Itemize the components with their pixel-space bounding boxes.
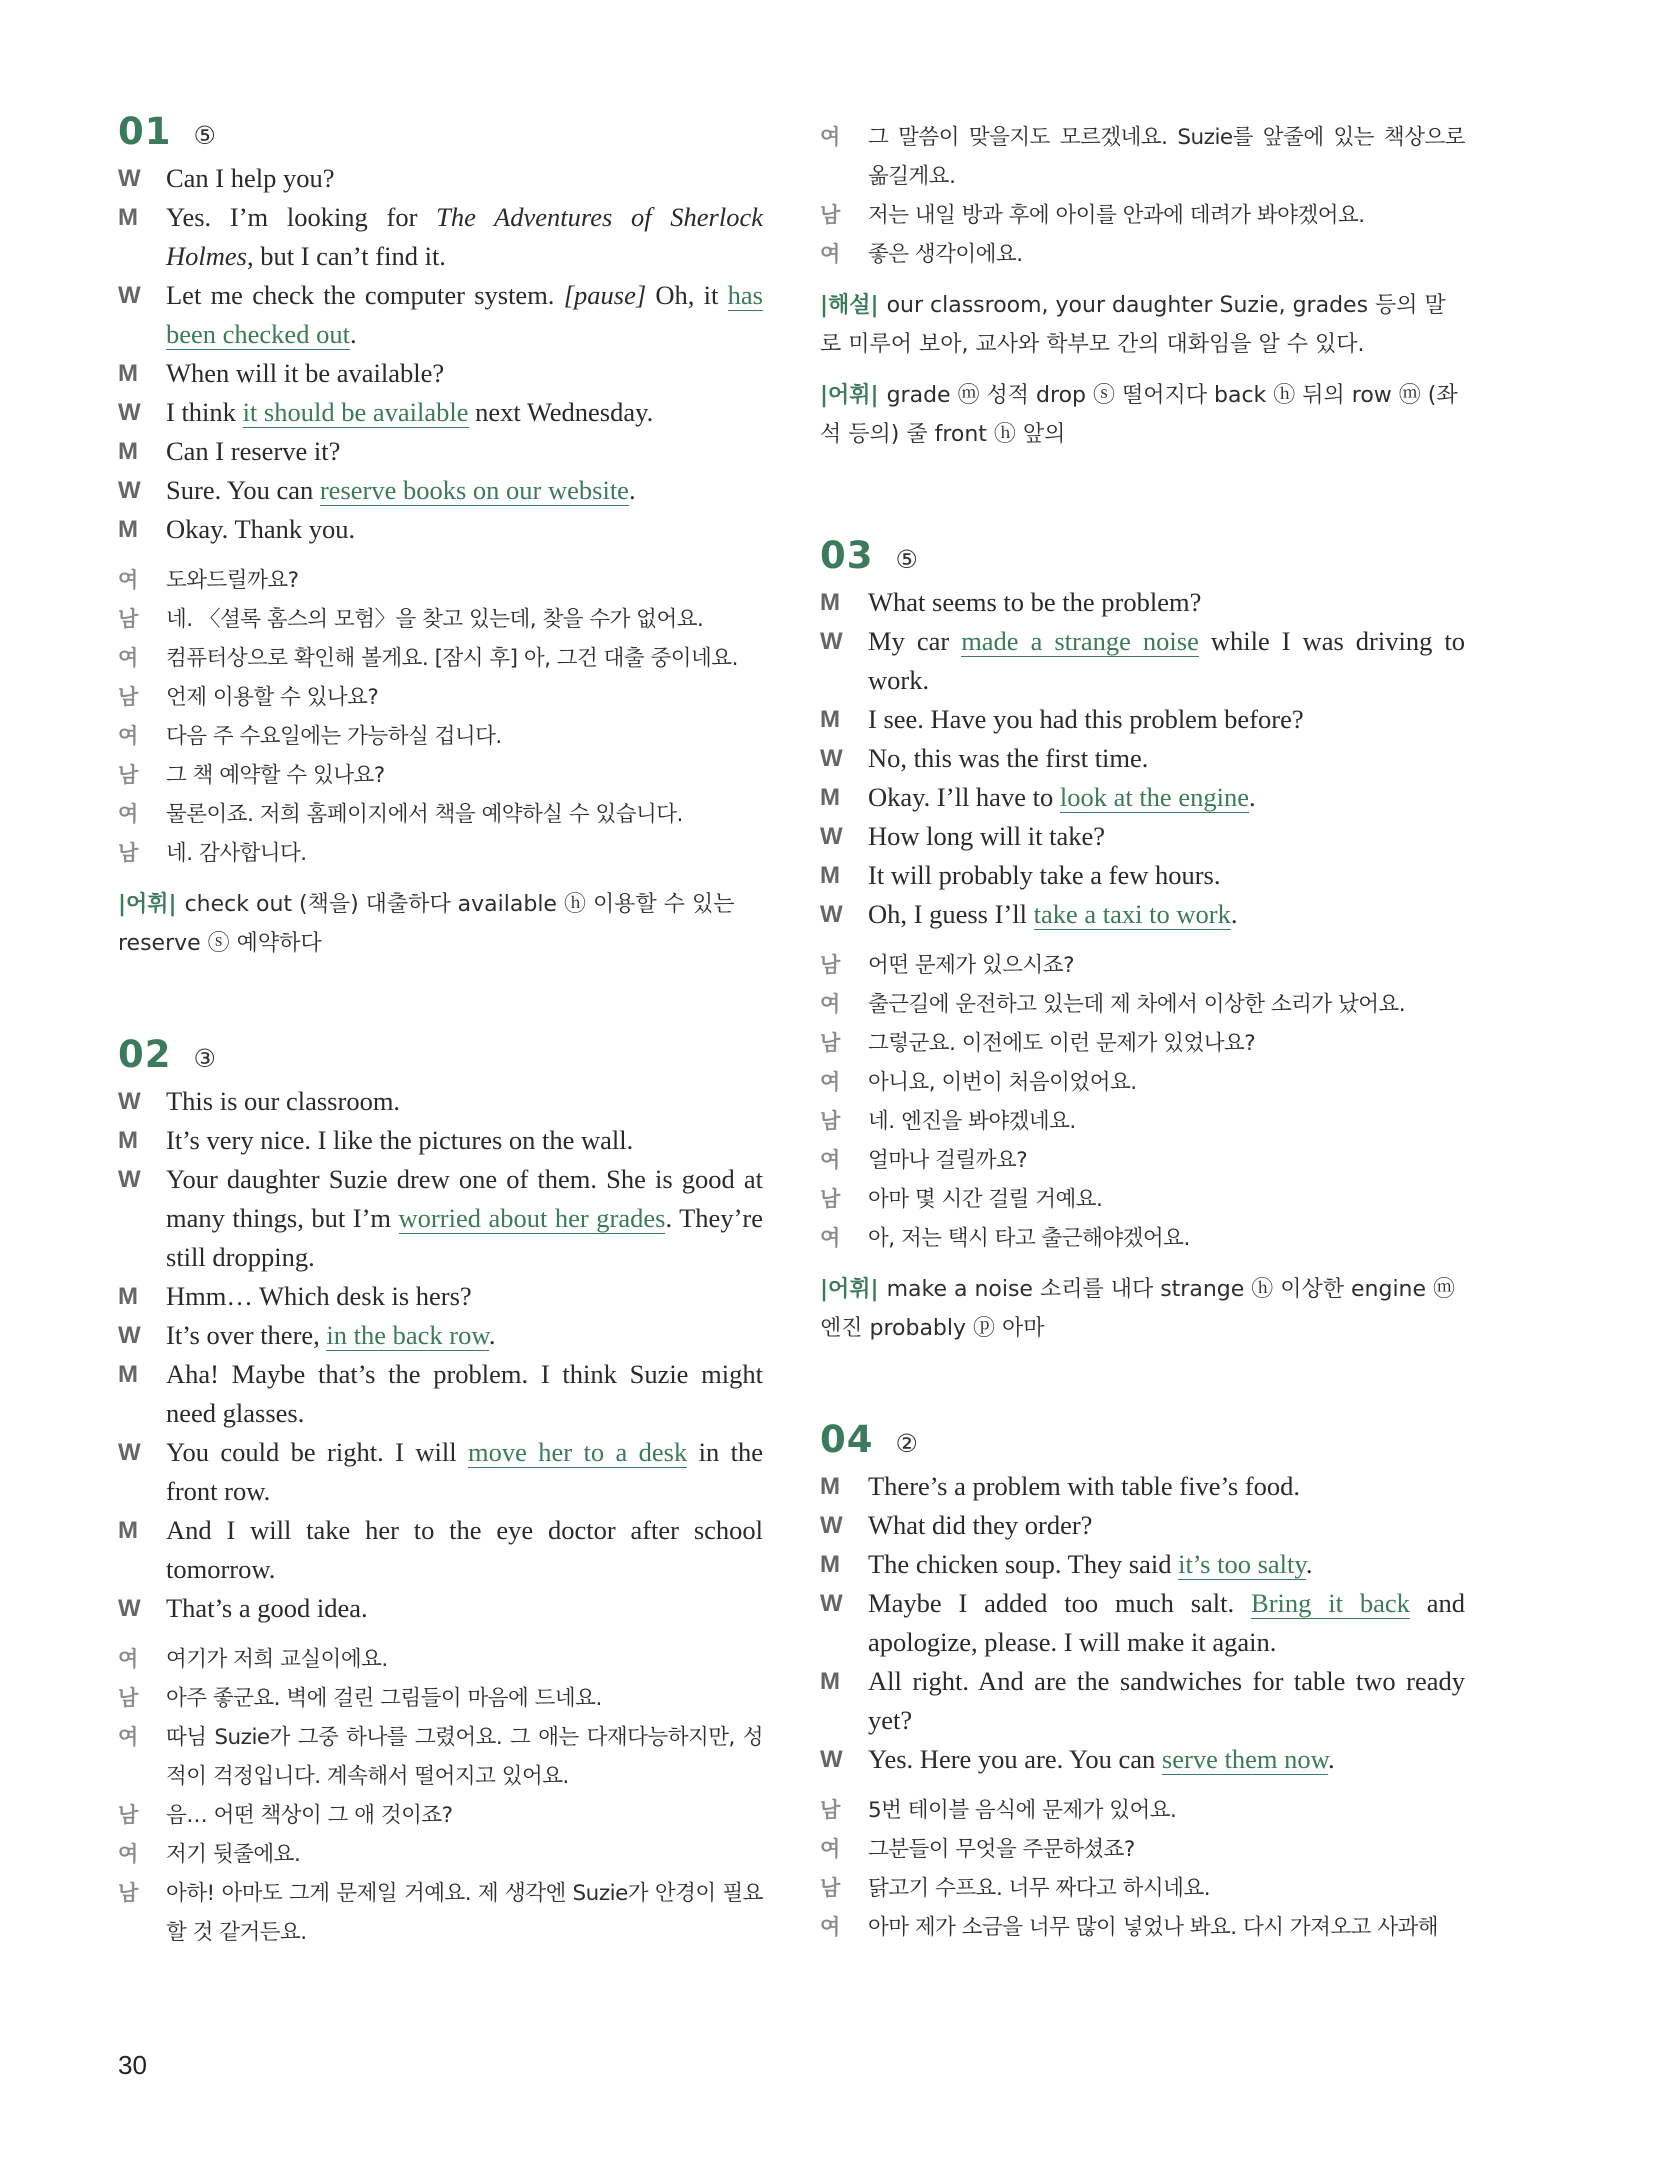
text-run: What did they order? [868,1510,1093,1540]
dialogue-line [820,856,1465,895]
translation-line [118,1835,763,1874]
note-label: |어휘| [118,892,177,917]
answer-phrase: take a taxi to work [1033,899,1231,929]
dialogue-line [820,1506,1465,1545]
note-label: |어휘| [820,1277,879,1302]
dialogue-line [118,276,763,354]
translation-text: 다음 주 수요일에는 가능하실 겁니다. [166,724,502,749]
translation-line [118,1796,763,1835]
text-run: What seems to be the problem? [868,587,1202,617]
translation-line [820,1024,1465,1063]
dialogue-line [118,198,763,276]
speaker-label: M [820,1668,840,1695]
question-section [118,1033,763,1952]
dialogue-text [166,510,763,549]
translation-text: 아니요, 이번이 처음이었어요. [868,1070,1137,1095]
dialogue-line [118,1316,763,1355]
answer-phrase: it should be available [242,397,469,427]
question-section [118,110,763,963]
speaker-label: 남 [118,841,138,865]
text-run: Okay. Thank you. [166,514,356,544]
speaker-label: W [118,1439,141,1466]
vocab-note [820,1270,1465,1348]
translation-text: 네. 엔진을 봐야겠네요. [868,1109,1076,1134]
text-run: That’s a good idea. [166,1593,368,1623]
text-run: Can I help you? [166,163,335,193]
answer-phrase: move her to a desk [467,1437,688,1467]
speaker-label: 남 [118,1803,138,1827]
translation-text: 얼마나 걸릴까요? [868,1148,1028,1173]
dialogue-text [868,1545,1465,1584]
translation-line [820,118,1465,196]
translation-text: 아마 몇 시간 걸릴 거예요. [868,1187,1103,1212]
text-run: This is our classroom. [166,1086,401,1116]
dialogue-text [166,1121,763,1160]
question-number: 02 [118,1033,172,1076]
speaker-label: M [118,360,138,387]
text-run: The Adventures of Sherlock Holmes [166,202,763,271]
text-run: Oh, I guess I’ll [868,899,1034,929]
speaker-label: M [820,1551,840,1578]
answer-phrase: serve them now [1161,1744,1328,1774]
translation-text: 물론이죠. 저희 홈페이지에서 책을 예약하실 수 있습니다. [166,802,683,827]
answer-phrase: made a strange noise [961,626,1199,656]
question-number: 03 [820,534,874,577]
dialogue-line [118,354,763,393]
speaker-label: W [820,628,843,655]
text-run: There’s a problem with table five’s food. [868,1471,1300,1501]
speaker-label: 남 [118,685,138,709]
page-number: 30 [118,2050,147,2080]
speaker-label: 여 [118,646,138,670]
dialogue-text [166,1589,763,1628]
speaker-label: 남 [118,1686,138,1710]
question-number: 01 [118,110,172,153]
dialogue-line [820,739,1465,778]
text-run: You could be right. I will [166,1437,468,1467]
speaker-label: M [820,706,840,733]
vocab-note [820,286,1465,364]
speaker-label: W [118,477,141,504]
translation-text: 저기 뒷줄에요. [166,1842,301,1867]
text-run: And I will take her to the eye doctor after school tomorrow. [166,1515,763,1584]
speaker-label: M [118,1517,138,1544]
text-run: next Wednesday. [468,397,654,427]
speaker-label: W [820,745,843,772]
text-run: I think [166,397,243,427]
right-column [820,118,1465,2017]
dialogue-text [868,1506,1465,1545]
dialogue-text [868,895,1465,934]
text-run: It’s very nice. I like the pictures on the wall. [166,1125,634,1155]
dialogue-text [868,700,1465,739]
translation-line [118,1679,763,1718]
translation-line [820,1102,1465,1141]
translation-block [118,561,763,873]
translation-line [118,678,763,717]
speaker-label: M [118,516,138,543]
dialogue-line [820,1467,1465,1506]
text-run: , but I can’t find it. [246,241,446,271]
note-text: check out (책을) 대출하다 available ⓗ 이용할 수 있는 reserve ⓢ 예약하다 [118,892,735,956]
translation-line [118,1640,763,1679]
section-header [118,110,763,153]
translation-line [820,1869,1465,1908]
dialogue-line [820,817,1465,856]
note-label: |어휘| [820,383,879,408]
dialogue-text [166,1277,763,1316]
dialogue-line [820,583,1465,622]
dialogue-line [118,1589,763,1628]
dialogue-line [820,1545,1465,1584]
translation-text: 음… 어떤 책상이 그 애 것이죠? [166,1803,453,1828]
continuation-block [820,118,1465,454]
question-section [820,1418,1465,1947]
dialogue-text [868,1662,1465,1740]
speaker-label: W [820,1590,843,1617]
section-header [820,534,1465,577]
translation-text: 어떤 문제가 있으시죠? [868,953,1075,978]
text-run: All right. And are the sandwiches for table two ready yet? [868,1666,1465,1735]
answer-choice: ⑤ [193,121,216,150]
dialogue-text [868,778,1465,817]
dialogue-line [118,510,763,549]
translation-line [118,639,763,678]
dialogue-text [166,393,763,432]
section-header [118,1033,763,1076]
translation-text: 아마 제가 소금을 너무 많이 넣었나 봐요. 다시 가져오고 사과해 [868,1915,1439,1940]
text-run: Hmm… Which desk is hers? [166,1281,472,1311]
translation-continuation [820,118,1465,274]
speaker-label: 여 [820,1915,840,1939]
dialogue-line [118,1160,763,1277]
speaker-label: W [118,1322,141,1349]
translation-text: 저는 내일 방과 후에 아이를 안과에 데려가 봐야겠어요. [868,203,1365,228]
translation-block [820,946,1465,1258]
dialogue-text [166,159,763,198]
text-run: . [1230,899,1238,929]
text-run: Yes. Here you are. You can [868,1744,1162,1774]
dialogue-line [820,700,1465,739]
translation-text: 여기가 저희 교실이에요. [166,1647,388,1672]
translation-line [820,235,1465,274]
dialogue-text [166,1433,763,1511]
text-run: It’s over there, [166,1320,327,1350]
translation-line [820,1219,1465,1258]
speaker-label: M [820,589,840,616]
speaker-label: W [820,1746,843,1773]
speaker-label: W [118,399,141,426]
speaker-label: W [118,1088,141,1115]
dialogue-text [868,817,1465,856]
speaker-label: M [820,784,840,811]
text-run: It will probably take a few hours. [868,860,1221,890]
translation-text: 5번 테이블 음식에 문제가 있어요. [868,1798,1177,1823]
translation-text: 아주 좋군요. 벽에 걸린 그림들이 마음에 드네요. [166,1686,602,1711]
answer-choice: ② [895,1429,918,1458]
dialogue-text [166,1511,763,1589]
dialogue-line [118,393,763,432]
translation-line [118,561,763,600]
dialogue-line [820,1662,1465,1740]
translation-text: 네. 감사합니다. [166,841,307,866]
dialogue-text [166,354,763,393]
dialogue-text [166,1316,763,1355]
translation-text: 네. 〈셜록 홈스의 모험〉을 찾고 있는데, 찾을 수가 없어요. [166,607,704,632]
dialogue-text [166,432,763,471]
answer-choice: ⑤ [895,545,918,574]
answer-phrase: look at the engine [1059,782,1249,812]
translation-line [118,795,763,834]
text-run: Can I reserve it? [166,436,341,466]
speaker-label: W [820,823,843,850]
dialogue-text [868,856,1465,895]
translation-line [820,1830,1465,1869]
speaker-label: 남 [820,1798,840,1822]
speaker-label: 여 [118,568,138,592]
speaker-label: 여 [820,125,840,149]
dialogue-line [118,159,763,198]
dialogue-text [166,1355,763,1433]
text-run: Sure. You can [166,475,320,505]
speaker-label: W [820,901,843,928]
speaker-label: 남 [118,1881,138,1905]
answer-choice: ③ [193,1044,216,1073]
text-run: . [628,475,636,505]
translation-text: 출근길에 운전하고 있는데 제 차에서 이상한 소리가 났어요. [868,992,1406,1017]
translation-text: 언제 이용할 수 있나요? [166,685,379,710]
text-run: . [1248,782,1256,812]
translation-text: 그분들이 무엇을 주문하셨죠? [868,1837,1135,1862]
translation-text: 컴퓨터상으로 확인해 볼게요. [잠시 후] 아, 그건 대출 중이네요. [166,646,738,671]
question-number: 04 [820,1418,874,1461]
speaker-label: 여 [118,1725,138,1749]
dialogue-line [118,471,763,510]
text-run: . [349,319,357,349]
translation-line [820,946,1465,985]
note-text: grade ⓜ 성적 drop ⓢ 떨어지다 back ⓗ 뒤의 row ⓜ (좌석 등의) 줄 front ⓗ 앞의 [820,383,1458,447]
dialogue-line [820,778,1465,817]
speaker-label: 남 [118,607,138,631]
text-run: The chicken soup. They said [868,1549,1179,1579]
text-run: When will it be available? [166,358,445,388]
dialogue-line [118,1277,763,1316]
translation-text: 아, 저는 택시 타고 출근해야겠어요. [868,1226,1190,1251]
speaker-label: 여 [820,1837,840,1861]
translation-text: 도와드릴까요? [166,568,299,593]
dialogue-line [820,622,1465,700]
speaker-label: 여 [820,1148,840,1172]
translation-line [118,717,763,756]
dialogue-line [820,1584,1465,1662]
text-run: . [1328,1744,1335,1774]
dialogue-text [868,1467,1465,1506]
translation-line [118,1874,763,1952]
dialogue-text [166,1082,763,1121]
dialogue-text [166,276,763,354]
speaker-label: 남 [820,1876,840,1900]
text-run: while I was driving to work. [868,626,1465,695]
translation-line [118,600,763,639]
answer-phrase: in the back row [326,1320,489,1350]
text-run: and apologize, please. I will make it again. [868,1588,1465,1657]
translation-line [820,196,1465,235]
left-column [118,110,763,2022]
translation-text: 그 말씀이 맞을지도 모르겠네요. Suzie를 앞줄에 있는 책상으로 옮길게요. [868,125,1465,189]
answer-phrase: has been checked out [166,280,763,349]
answer-phrase: reserve books on our website [319,475,629,505]
dialogue-line [118,1082,763,1121]
text-run: Okay. I’ll have to [868,782,1060,812]
speaker-label: 여 [820,1070,840,1094]
dialogue-line [118,432,763,471]
translation-line [118,756,763,795]
speaker-label: M [118,1361,138,1388]
vocab-note [820,376,1465,454]
question-section [820,534,1465,1348]
translation-text: 닭고기 수프요. 너무 짜다고 하시네요. [868,1876,1211,1901]
text-run: I see. Have you had this problem before? [868,704,1304,734]
translation-line [820,985,1465,1024]
text-run: Your daughter Suzie drew one of them. She is good at many things, but I’m [166,1164,763,1233]
speaker-label: M [118,1127,138,1154]
dialogue-line [118,1433,763,1511]
translation-line [820,1791,1465,1830]
dialogue-line [820,895,1465,934]
text-run: Yes. I’m looking for [166,202,437,232]
text-run: Maybe I added too much salt. [868,1588,1252,1618]
speaker-label: 남 [118,763,138,787]
speaker-label: W [118,1166,141,1193]
speaker-label: M [118,1283,138,1310]
translation-text: 그 책 예약할 수 있나요? [166,763,385,788]
note-text: make a noise 소리를 내다 strange ⓗ 이상한 engine ⓜ 엔진 probably ⓟ 아마 [820,1277,1456,1341]
dialogue-line [820,1740,1465,1779]
dialogue-text [868,1584,1465,1662]
text-run: Aha! Maybe that’s the problem. I think Suzie might need glasses. [166,1359,763,1428]
text-run: . [1305,1549,1313,1579]
text-run: . They’re still dropping. [166,1203,763,1272]
note-label: |해설| [820,293,879,318]
speaker-label: 여 [820,992,840,1016]
speaker-label: 여 [118,802,138,826]
speaker-label: M [118,204,138,231]
speaker-label: 남 [820,1109,840,1133]
dialogue-text [868,1740,1465,1779]
text-run: [pause] [563,280,647,310]
translation-line [820,1141,1465,1180]
dialogue-text [868,583,1465,622]
speaker-label: W [118,165,141,192]
translation-block [118,1640,763,1952]
text-run: No, this was the first time. [868,743,1149,773]
text-run: Oh, it [646,280,728,310]
speaker-label: W [118,282,141,309]
speaker-label: 여 [820,1226,840,1250]
translation-text: 따님 Suzie가 그중 하나를 그렸어요. 그 애는 다재다능하지만, 성적이 걱정입니다. 계속해서 떨어지고 있어요. [166,1725,763,1789]
speaker-label: M [820,1473,840,1500]
text-run: in the front row. [166,1437,763,1506]
dialogue-line [118,1355,763,1433]
dialogue-text [868,739,1465,778]
speaker-label: 여 [118,1647,138,1671]
translation-line [820,1180,1465,1219]
answer-phrase: Bring it back [1251,1588,1410,1618]
answer-phrase: worried about her grades [398,1203,666,1233]
text-run: My car [868,626,962,656]
note-text: our classroom, your daughter Suzie, grades 등의 말로 미루어 보아, 교사와 학부모 간의 대화임을 알 수 있다. [820,293,1446,357]
speaker-label: 남 [820,1031,840,1055]
speaker-label: W [820,1512,843,1539]
translation-text: 그렇군요. 이전에도 이런 문제가 있었나요? [868,1031,1256,1056]
vocab-note [118,885,763,963]
translation-block [820,1791,1465,1947]
speaker-label: M [118,438,138,465]
translation-text: 좋은 생각이에요. [868,242,1023,267]
text-run: Let me check the computer system. [166,280,564,310]
dialogue-line [118,1511,763,1589]
speaker-label: 여 [118,724,138,748]
text-run: . [488,1320,496,1350]
translation-line [820,1908,1465,1947]
speaker-label: M [820,862,840,889]
translation-line [118,834,763,873]
speaker-label: 여 [820,242,840,266]
dialogue-text [166,471,763,510]
translation-text: 아하! 아마도 그게 문제일 거예요. 제 생각엔 Suzie가 안경이 필요할 것 같거든요. [166,1881,763,1945]
speaker-label: 남 [820,1187,840,1211]
translation-line [118,1718,763,1796]
speaker-label: W [118,1595,141,1622]
dialogue-text [166,1160,763,1277]
text-run: How long will it take? [868,821,1105,851]
dialogue-text [166,198,763,276]
translation-line [820,1063,1465,1102]
dialogue-text [868,622,1465,700]
answer-phrase: it’s too salty [1178,1549,1306,1579]
section-header [820,1418,1465,1461]
speaker-label: 여 [118,1842,138,1866]
dialogue-line [118,1121,763,1160]
speaker-label: 남 [820,953,840,977]
speaker-label: 남 [820,203,840,227]
